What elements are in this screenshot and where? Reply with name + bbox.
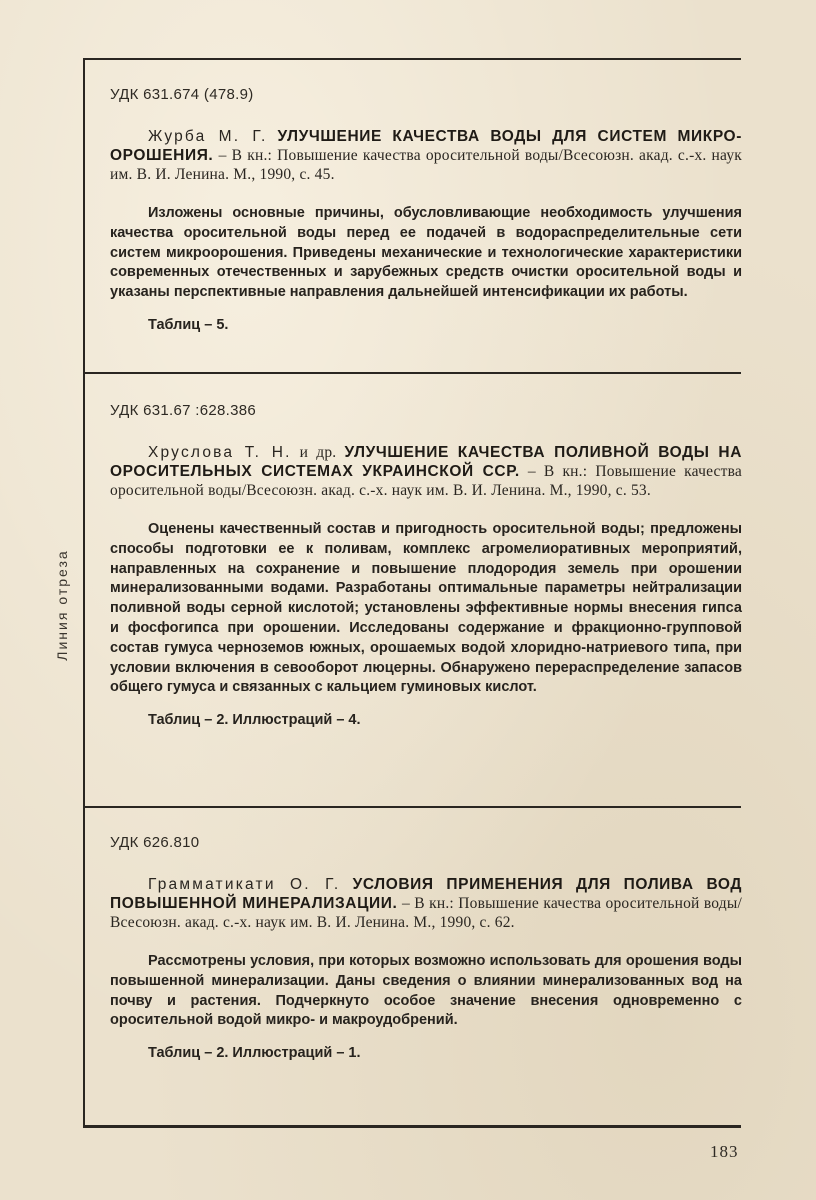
- entry-divider-1: [83, 372, 741, 374]
- citation: [110, 875, 742, 932]
- udk-code: УДК 631.67 :628.386: [110, 402, 257, 419]
- citation: [110, 443, 742, 500]
- abstract-text: Оценены качественный состав и пригодность оросительной воды; предложены способы подготовки ее к поливам, комплекс агромелиоративных мероприятий, направленных на сохранение и повышение плодородия земель при орошении минерализованными водами. Разработаны оптимальные параметры нейтрализации поливной воды серной кислотой; установлены эффективные нормы внесения гипса и фосфогипса при орошении. Исследованы содержание и фракционно-групповой состав гумуса черноземов южных, орошаемых водой хлоридно-натриевого типа, при условии включения в севооборот люцерны. Обнаружено перераспределение запасов общего гумуса и связанных с кальцием гуминовых кислот.: [110, 521, 742, 696]
- abstract-entry-3: [110, 834, 742, 1061]
- citation: [110, 127, 742, 184]
- entry-divider-2: [83, 806, 741, 808]
- abstract-text: Изложены основные причины, обусловливающие необходимость улучшения качества оросительной воды перед ее подачей в водораспределительные сети систем микроорошения. Приведены механические и технологические характеристики современных отечественных и зарубежных средств очистки оросительной воды и указаны перспективные направления дальнейшей интенсификации их работы.: [110, 205, 742, 301]
- top-rule: [83, 58, 741, 60]
- article-title: УСЛОВИЯ ПРИМЕНЕНИЯ ДЛЯ ПОЛИВА ВОД ПОВЫШЕННОЙ МИНЕРАЛИЗАЦИИ.: [110, 876, 743, 912]
- abstract-text: Рассмотрены условия, при которых возможно использовать для орошения воды повышенной минерализации. Даны сведения о влиянии минерализованных вод на почву и растения. Подчеркнуто особое значение внесения одновременно с оросительной водой микро- и макроудобрений.: [110, 953, 742, 1029]
- author: Хруслова Т. Н.: [148, 444, 292, 461]
- source-reference: – В кн.: Повышение качества оросительной воды/Всесоюзн. акад. с.-х. наук им. В. И. Ленина. М., 1990, с. 53.: [110, 463, 743, 499]
- author: Грамматикати О. Г.: [148, 876, 341, 893]
- article-title: УЛУЧШЕНИЕ КАЧЕСТВА ВОДЫ ДЛЯ СИСТЕМ МИКРО-ОРОШЕНИЯ.: [110, 128, 742, 164]
- abstract-entry-1: [110, 86, 742, 333]
- article-title: УЛУЧШЕНИЕ КАЧЕСТВА ПОЛИВНОЙ ВОДЫ НА ОРОСИТЕЛЬНЫХ СИСТЕМАХ УКРАИНСКОЙ ССР.: [110, 444, 742, 480]
- udk-code: УДК 626.810: [110, 834, 200, 851]
- tables-count: Таблиц – 5.: [148, 316, 229, 333]
- cut-line-label: [40, 520, 84, 690]
- bottom-rule: [83, 1125, 741, 1128]
- tables-count: Таблиц – 2. Иллюстраций – 1.: [148, 1045, 361, 1062]
- tables-count: Таблиц – 2. Иллюстраций – 4.: [148, 712, 361, 729]
- page-number: 183: [710, 1142, 739, 1161]
- author-extra: и др.: [291, 444, 345, 461]
- abstract-entry-2: [110, 402, 742, 728]
- source-reference: – В кн.: Повышение качества оросительной воды/Всесоюзн. акад. с.-х. наук им. В. И. Ленина. М., 1990, с. 62.: [110, 895, 742, 931]
- cut-line-text: Линия отреза: [54, 549, 70, 661]
- author: Журба М. Г.: [148, 128, 268, 145]
- source-reference: – В кн.: Повышение качества оросительной воды/Всесоюзн. акад. с.-х. наук им. В. И. Ленина. М., 1990, с. 45.: [110, 147, 742, 183]
- udk-code: УДК 631.674 (478.9): [110, 86, 254, 103]
- frame-left-border: [83, 58, 85, 1128]
